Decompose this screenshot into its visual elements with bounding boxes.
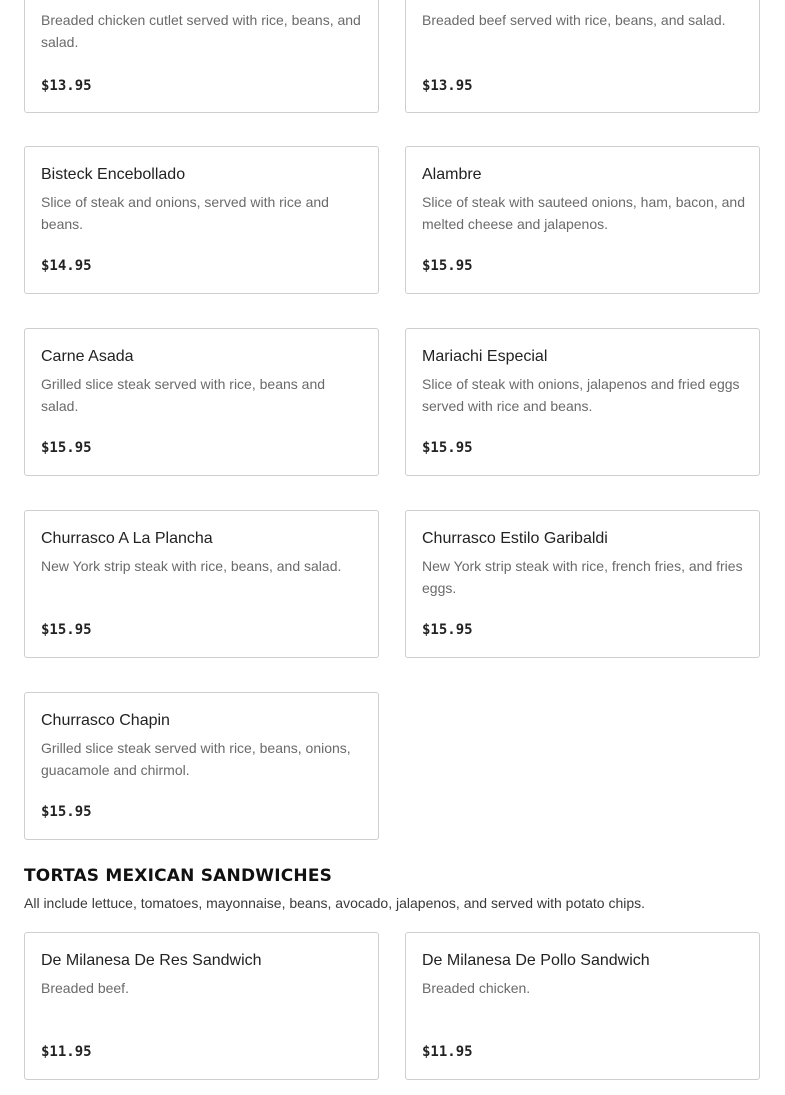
section-description: All include lettuce, tomatoes, mayonnaise, beans, avocado, jalapenos, and served with potato chips. xyxy=(24,895,646,911)
menu-item-price: $15.95 xyxy=(41,440,92,456)
menu-item-price: $15.95 xyxy=(422,258,473,274)
menu-item-name: De Milanesa De Res Sandwich xyxy=(41,952,262,969)
menu-item-name: Mariachi Especial xyxy=(422,348,548,365)
menu-item-description: Breaded chicken. xyxy=(422,980,531,996)
menu-item-description: Breaded beef served with rice, beans, and salad. xyxy=(422,12,726,28)
menu-item-description: Breaded beef. xyxy=(41,980,129,996)
menu-item-name: Churrasco A La Plancha xyxy=(41,530,213,547)
menu-item-price: $15.95 xyxy=(422,622,473,638)
menu-item-price: $11.95 xyxy=(422,1044,473,1060)
menu-item-name: Churrasco Chapin xyxy=(41,712,170,729)
menu-item-price: $14.95 xyxy=(41,258,92,274)
menu-item-description: Slice of steak with sauteed onions, ham, bacon, and melted cheese and jalapenos. xyxy=(422,194,745,232)
menu-item-description: Grilled slice steak served with rice, beans and salad. xyxy=(41,376,326,414)
menu-item-card[interactable] xyxy=(24,146,379,294)
menu-item-card[interactable] xyxy=(24,328,379,476)
menu-item-name: Churrasco Estilo Garibaldi xyxy=(422,530,608,547)
section-title: TORTAS MEXICAN SANDWICHES xyxy=(24,866,333,886)
menu-item-name: De Milanesa De Pollo Sandwich xyxy=(422,952,650,969)
menu-item-description: New York strip steak with rice, french fries, and fries eggs. xyxy=(422,558,743,596)
menu-item-name: Carne Asada xyxy=(41,348,134,365)
menu-item-card[interactable] xyxy=(405,510,760,658)
menu-item-description: Grilled slice steak served with rice, beans, onions, guacamole and chirmol. xyxy=(41,740,351,778)
menu-item-description: Slice of steak with onions, jalapenos and fried eggs served with rice and beans. xyxy=(422,376,740,414)
menu-item-card[interactable] xyxy=(24,932,379,1080)
menu-item-price: $15.95 xyxy=(41,804,92,820)
menu-item-name: Bisteck Encebollado xyxy=(41,166,186,183)
menu-item-card[interactable] xyxy=(24,510,379,658)
menu-item-description: Slice of steak and onions, served with rice and beans. xyxy=(41,194,329,232)
menu-item-card[interactable] xyxy=(405,328,760,476)
menu-item-price: $11.95 xyxy=(41,1044,92,1060)
menu-item-description: New York strip steak with rice, beans, and salad. xyxy=(41,558,342,574)
menu-item-price: $15.95 xyxy=(41,622,92,638)
menu-item-card[interactable] xyxy=(24,0,379,113)
menu-item-name: Alambre xyxy=(422,166,482,183)
menu-item-price: $13.95 xyxy=(41,78,92,94)
menu-item-description: Breaded chicken cutlet served with rice, beans, and salad. xyxy=(41,12,361,50)
menu-item-card[interactable] xyxy=(405,146,760,294)
menu-item-card[interactable] xyxy=(405,0,760,113)
menu-item-price: $15.95 xyxy=(422,440,473,456)
menu-item-card[interactable] xyxy=(405,932,760,1080)
menu-item-card[interactable] xyxy=(24,692,379,840)
menu-item-price: $13.95 xyxy=(422,78,473,94)
